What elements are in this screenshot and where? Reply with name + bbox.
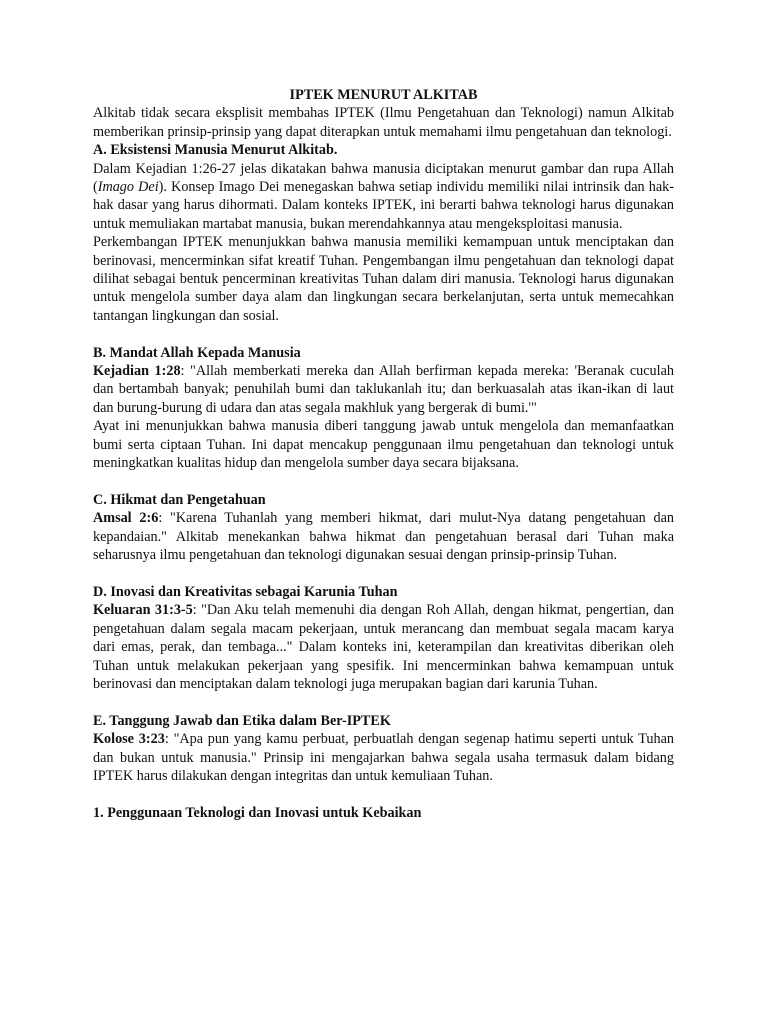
- section-a-paragraph-1: [93, 160, 674, 234]
- section-c-heading: C. Hikmat dan Pengetahuan: [93, 491, 266, 508]
- section-c-text: : "Karena Tuhanlah yang memberi hikmat, dari mulut-Nya datang pengetahuan dan kepandaian." Alkitab menekankan bahwa hikmat dan pengetahuan berasal dari Tuhan maka seharusnya ilmu pengetahuan dan teknologi digunakan sesuai dengan prinsip-prinsip Tuhan.: [93, 510, 674, 564]
- section-b-heading: B. Mandat Allah Kepada Manusia: [93, 344, 301, 361]
- document-title: IPTEK MENURUT ALKITAB: [289, 87, 478, 103]
- section-e-text: : "Apa pun yang kamu perbuat, perbuatlah dengan segenap hatimu seperti untuk Tuhan dan bukan untuk manusia." Prinsip ini mengajarkan bahwa segala usaha termasuk dalam bidang IPTEK harus dilakukan dengan integritas dan untuk kemuliaan Tuhan.: [93, 731, 674, 784]
- spacer: [93, 565, 674, 583]
- section-b-quote: : "Allah memberkati mereka dan Allah berfirman kepada mereka: 'Beranak cuculah dan bertambah banyak; penuhilah bumi dan taklukanlah itu; dan berkuasalah atas ikan-ikan di laut dan burung-burung di udara dan atas segala makhluk yang bergerak di bumi.'": [93, 363, 674, 416]
- section-e-heading: E. Tanggung Jawab dan Etika dalam Ber-IPTEK: [93, 712, 391, 729]
- section-c-paragraph: [93, 509, 674, 564]
- spacer: [93, 325, 674, 343]
- section-d-verse-ref: Keluaran 31:3-5: [93, 602, 193, 619]
- section-a-p1-before: Dalam Kejadian 1:26-27 jelas dikatakan bahwa manusia diciptakan menurut gambar dan rupa Allah (: [93, 160, 674, 196]
- section-d-paragraph: [93, 601, 674, 693]
- section-e-verse-ref: Kolose 3:23: [93, 731, 165, 748]
- section-a-paragraph-2: Perkembangan IPTEK menunjukkan bahwa manusia memiliki kemampuan untuk menciptakan dan berinovasi, mencerminkan sifat kreatif Tuhan. Pengembangan ilmu pengetahuan dan teknologi dapat dilihat sebagai bentuk pencerminan kreativitas Tuhan dalam diri manusia. Teknologi harus digunakan untuk mengelola sumber daya alam dan lingkungan secara berkelanjutan, serta untuk memecahkan tantangan lingkungan dan sosial.: [93, 234, 674, 324]
- section-a-heading: A. Eksistensi Manusia Menurut Alkitab.: [93, 142, 338, 159]
- section-d-heading: D. Inovasi dan Kreativitas sebagai Karunia Tuhan: [93, 583, 398, 600]
- spacer: [93, 785, 674, 803]
- section-b-paragraph-2: Ayat ini menunjukkan bahwa manusia diberi tanggung jawab untuk mengelola dan memanfaatkan bumi serta ciptaan Tuhan. Ini dapat mencakup penggunaan ilmu pengetahuan dan teknologi untuk meningkatkan kualitas hidup dan mengelola sumber daya secara bijaksana.: [93, 418, 674, 472]
- section-b-paragraph-1: [93, 362, 674, 417]
- section-1-heading: 1. Penggunaan Teknologi dan Inovasi untuk Kebaikan: [93, 804, 422, 821]
- section-a-p1-after: ). Konsep Imago Dei menegaskan bahwa setiap individu memiliki nilai intrinsik dan hak-hak dasar yang harus dihormati. Dalam konteks IPTEK, ini berarti bahwa teknologi harus digunakan untuk memuliakan martabat manusia, bukan merendahkannya atau mengeksploitasi manusia.: [93, 179, 674, 232]
- spacer: [93, 693, 674, 711]
- section-c-verse-ref: Amsal 2:6: [93, 510, 159, 527]
- section-b-verse-ref: Kejadian 1:28: [93, 363, 181, 380]
- spacer: [93, 473, 674, 491]
- intro-paragraph: Alkitab tidak secara eksplisit membahas IPTEK (Ilmu Pengetahuan dan Teknologi) namun Alkitab memberikan prinsip-prinsip yang dapat diterapkan untuk memahami ilmu pengetahuan dan teknologi.: [93, 105, 674, 140]
- section-d-text: : "Dan Aku telah memenuhi dia dengan Roh Allah, dengan hikmat, pengertian, dan pengetahuan dalam segala macam pekerjaan, untuk merancang dan membuat segala macam karya dari emas, perak, dan tembaga..." Dalam konteks ini, keterampilan dan kreativitas diberikan oleh Tuhan untuk melakukan pekerjaan yang spesifik. Ini mencerminkan bahwa kemampuan untuk berinovasi dan menciptakan dalam teknologi juga merupakan bagian dari karunia Tuhan.: [93, 602, 674, 692]
- section-e-paragraph: [93, 730, 674, 785]
- section-a-p1-italic: Imago Dei: [97, 179, 159, 196]
